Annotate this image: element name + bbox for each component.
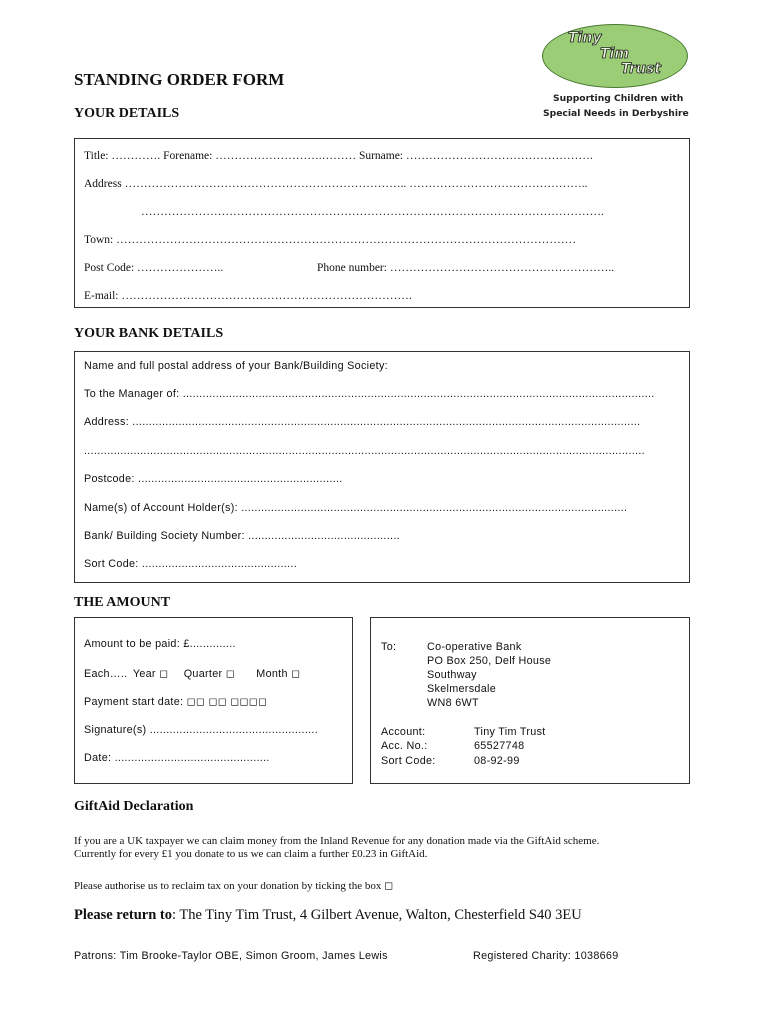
each-label: Each…..	[84, 668, 131, 680]
acc-no-label: Acc. No.:	[381, 740, 428, 752]
bank-address-line: Southway	[427, 669, 477, 681]
return-address-line	[74, 907, 582, 924]
bank-address-field[interactable]: Address: ..........................................................................................................................................................	[84, 416, 641, 428]
bank-address-line: PO Box 250, Delf House	[427, 655, 552, 667]
month-checkbox[interactable]: Month ◻	[256, 668, 301, 680]
giftaid-text-line1: If you are a UK taxpayer we can claim money from the Inland Revenue for any donation made via the GiftAid scheme.	[74, 835, 600, 847]
tagline-line1: Supporting Children with	[553, 93, 684, 104]
frequency-row	[84, 667, 300, 680]
bank-name: Co-operative Bank	[427, 641, 522, 653]
amount-field[interactable]: Amount to be paid: £..............	[84, 638, 236, 650]
bank-address-line: Skelmersdale	[427, 683, 497, 695]
charity-number: Registered Charity: 1038669	[473, 950, 619, 962]
signature-field[interactable]: Signature(s) ...................................................	[84, 724, 318, 736]
bank-postcode: WN8 6WT	[427, 697, 479, 709]
phone-field[interactable]: Phone number: …………………………………………………..	[317, 262, 615, 274]
account-holders-field[interactable]: Name(s) of Account Holder(s): .....................................................................................................................	[84, 502, 628, 514]
bank-heading: YOUR BANK DETAILS	[74, 326, 224, 341]
address-field-2[interactable]: ………………………………………………………………………………………………………….	[141, 206, 604, 218]
logo-text-line3: Trust	[621, 61, 661, 77]
return-address: : The Tiny Tim Trust, 4 Gilbert Avenue, Walton, Chesterfield S40 3EU	[171, 907, 582, 923]
to-label: To:	[381, 641, 397, 653]
account-label: Account:	[381, 726, 426, 738]
title-field[interactable]: Title: ………….	[84, 150, 164, 162]
postcode-field[interactable]: Post Code: …………………..	[84, 262, 224, 274]
year-checkbox[interactable]: Year ◻	[132, 668, 169, 680]
bank-box	[74, 351, 690, 583]
bank-address-field-2[interactable]: ..........................................................................................................................................................................	[84, 445, 645, 457]
account-value: Tiny Tim Trust	[474, 726, 546, 738]
logo-text-line2: Tim	[600, 46, 629, 62]
giftaid-text-line2: Currently for every £1 you donate to us we can claim a further £0.23 in GiftAid.	[74, 848, 428, 860]
date-field[interactable]: Date: ...............................................	[84, 752, 270, 764]
quarter-checkbox[interactable]: Quarter ◻	[183, 668, 235, 680]
recipient-box	[370, 617, 690, 784]
amount-heading: THE AMOUNT	[74, 595, 171, 610]
tagline-line2: Special Needs in Derbyshire	[543, 108, 689, 119]
sort-code-value: 08-92-99	[474, 755, 520, 767]
giftaid-checkbox[interactable]: Please authorise us to reclaim tax on your donation by ticking the box ◻	[74, 880, 394, 892]
surname-field[interactable]: Surname: ………………………………………….	[358, 150, 593, 162]
sort-code-field[interactable]: Sort Code: ...............................................	[84, 558, 297, 570]
return-label: Please return to	[74, 907, 172, 923]
amount-box	[74, 617, 353, 784]
details-name-row	[84, 150, 593, 162]
acc-no-value: 65527748	[474, 740, 525, 752]
bank-postcode-field[interactable]: Postcode: ..............................................................	[84, 473, 343, 485]
logo-text-line1: Tiny	[568, 30, 602, 46]
town-field[interactable]: Town: …………………………………………………………………………………………………………	[84, 234, 577, 246]
bank-manager-field[interactable]: To the Manager of: ...............................................................................................................................................	[84, 388, 655, 400]
sort-code-label: Sort Code:	[381, 755, 436, 767]
forename-field[interactable]: Forename: ……………………….………	[163, 150, 359, 162]
email-field[interactable]: E-mail: ………………………………………………………………….	[84, 290, 412, 302]
details-box	[74, 138, 690, 308]
giftaid-heading: GiftAid Declaration	[74, 799, 194, 814]
start-date-field[interactable]: Payment start date: ◻◻ ◻◻ ◻◻◻◻	[84, 696, 268, 708]
society-number-field[interactable]: Bank/ Building Society Number: ..............................................	[84, 530, 400, 542]
details-heading: YOUR DETAILS	[74, 106, 180, 121]
page-title: STANDING ORDER FORM	[74, 70, 285, 89]
address-field-1[interactable]: Address ……………………………………………………………….. ………………………………………..	[84, 178, 588, 190]
patrons-text: Patrons: Tim Brooke-Taylor OBE, Simon Groom, James Lewis	[74, 950, 388, 962]
bank-intro: Name and full postal address of your Bank/Building Society:	[84, 360, 388, 372]
